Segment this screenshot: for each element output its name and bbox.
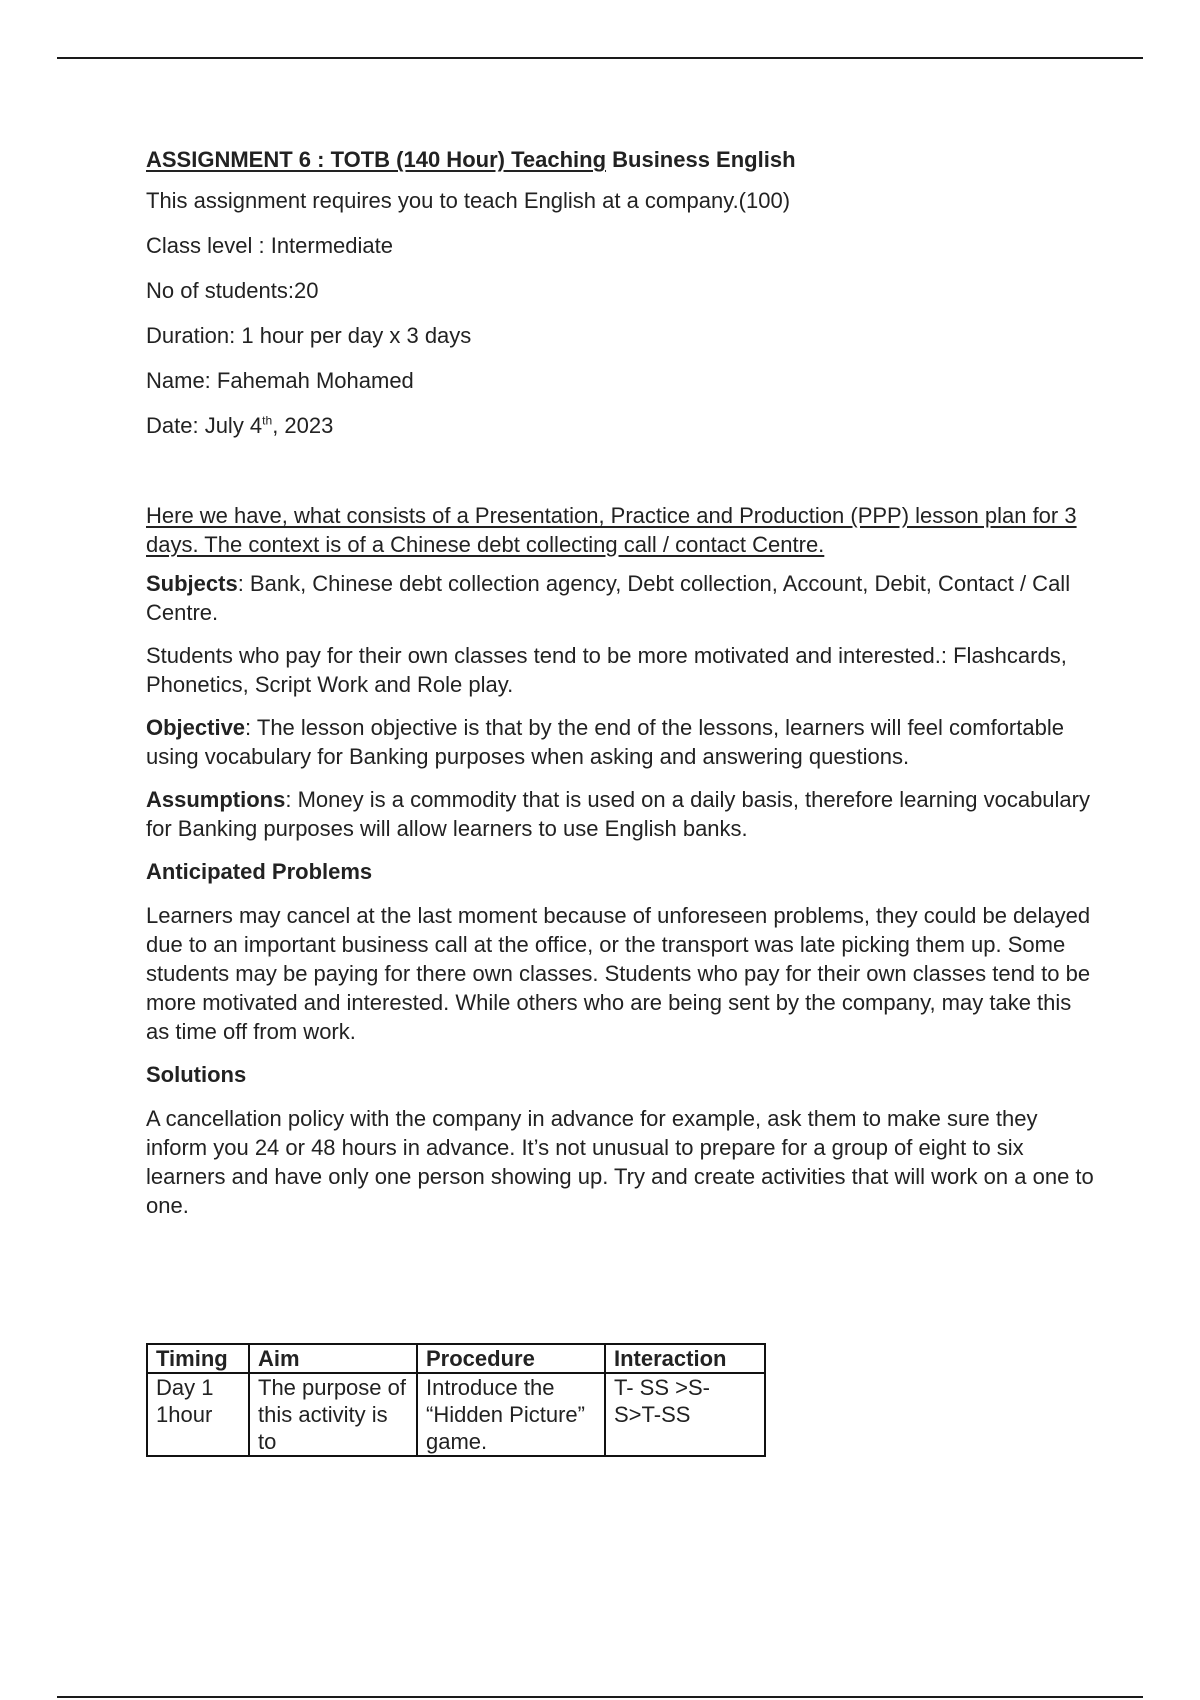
assumptions-paragraph: Assumptions: Money is a commodity that is used on a daily basis, therefore learning vocabulary for Banking purposes will allow learners to use English banks.	[146, 787, 1090, 841]
motivation-paragraph: Students who pay for their own classes tend to be more motivated and interested.: Flashcards, Phonetics, Script Work and Role play.	[146, 643, 1067, 697]
author-name: Name: Fahemah Mohamed	[146, 368, 414, 393]
solutions-paragraph: A cancellation policy with the company in advance for example, ask them to make sure they inform you 24 or 48 hours in advance. It’s not unusual to prepare for a group of eight to six learners and have only one person showing up. Try and create activities that will work on a one to one.	[146, 1106, 1094, 1218]
solutions-heading: Solutions	[146, 1062, 247, 1087]
header-procedure: Procedure	[417, 1344, 605, 1373]
header-interaction: Interaction	[605, 1344, 765, 1373]
class-level: Class level : Intermediate	[146, 233, 393, 258]
intro-paragraph: Here we have, what consists of a Presentation, Practice and Production (PPP) lesson plan for 3 days. The context is of a Chinese debt collecting call / contact Centre.	[146, 503, 1077, 557]
top-rule	[57, 57, 1143, 59]
assignment-date: Date: July 4th, 2023	[146, 413, 334, 438]
student-count: No of students:20	[146, 278, 319, 303]
problems-paragraph: Learners may cancel at the last moment because of unforeseen problems, they could be delayed due to an important business call at the office, or the transport was late picking them up. Some students may be paying for there own classes. Students who pay for their own classes tend to be more motivated and interested. While others who are being sent by the company, may take this as time off from work.	[146, 903, 1091, 1044]
cell-timing: Day 1 1hour	[147, 1373, 249, 1456]
bottom-rule	[57, 1696, 1143, 1698]
assignment-title: ASSIGNMENT 6 : TOTB (140 Hour) Teaching Business English	[146, 147, 796, 172]
lesson-plan-table	[146, 1343, 766, 1457]
header-timing: Timing	[147, 1344, 249, 1373]
document-body	[146, 145, 1096, 1234]
cell-interaction: T- SS >S-S>T-SS	[605, 1373, 765, 1456]
subjects-paragraph: Subjects: Bank, Chinese debt collection agency, Debt collection, Account, Debit, Contact / Call Centre.	[146, 571, 1071, 625]
table-header-row	[147, 1344, 765, 1373]
cell-procedure: Introduce the “Hidden Picture” game.	[417, 1373, 605, 1456]
objective-paragraph: Objective: The lesson objective is that by the end of the lessons, learners will feel comfortable using vocabulary for Banking purposes when asking and answering questions.	[146, 715, 1064, 769]
problems-heading: Anticipated Problems	[146, 859, 373, 884]
header-aim: Aim	[249, 1344, 417, 1373]
cell-aim: The purpose of this activity is to	[249, 1373, 417, 1456]
assignment-requirement: This assignment requires you to teach English at a company.(100)	[146, 188, 791, 213]
table-row	[147, 1373, 765, 1456]
duration: Duration: 1 hour per day x 3 days	[146, 323, 472, 348]
